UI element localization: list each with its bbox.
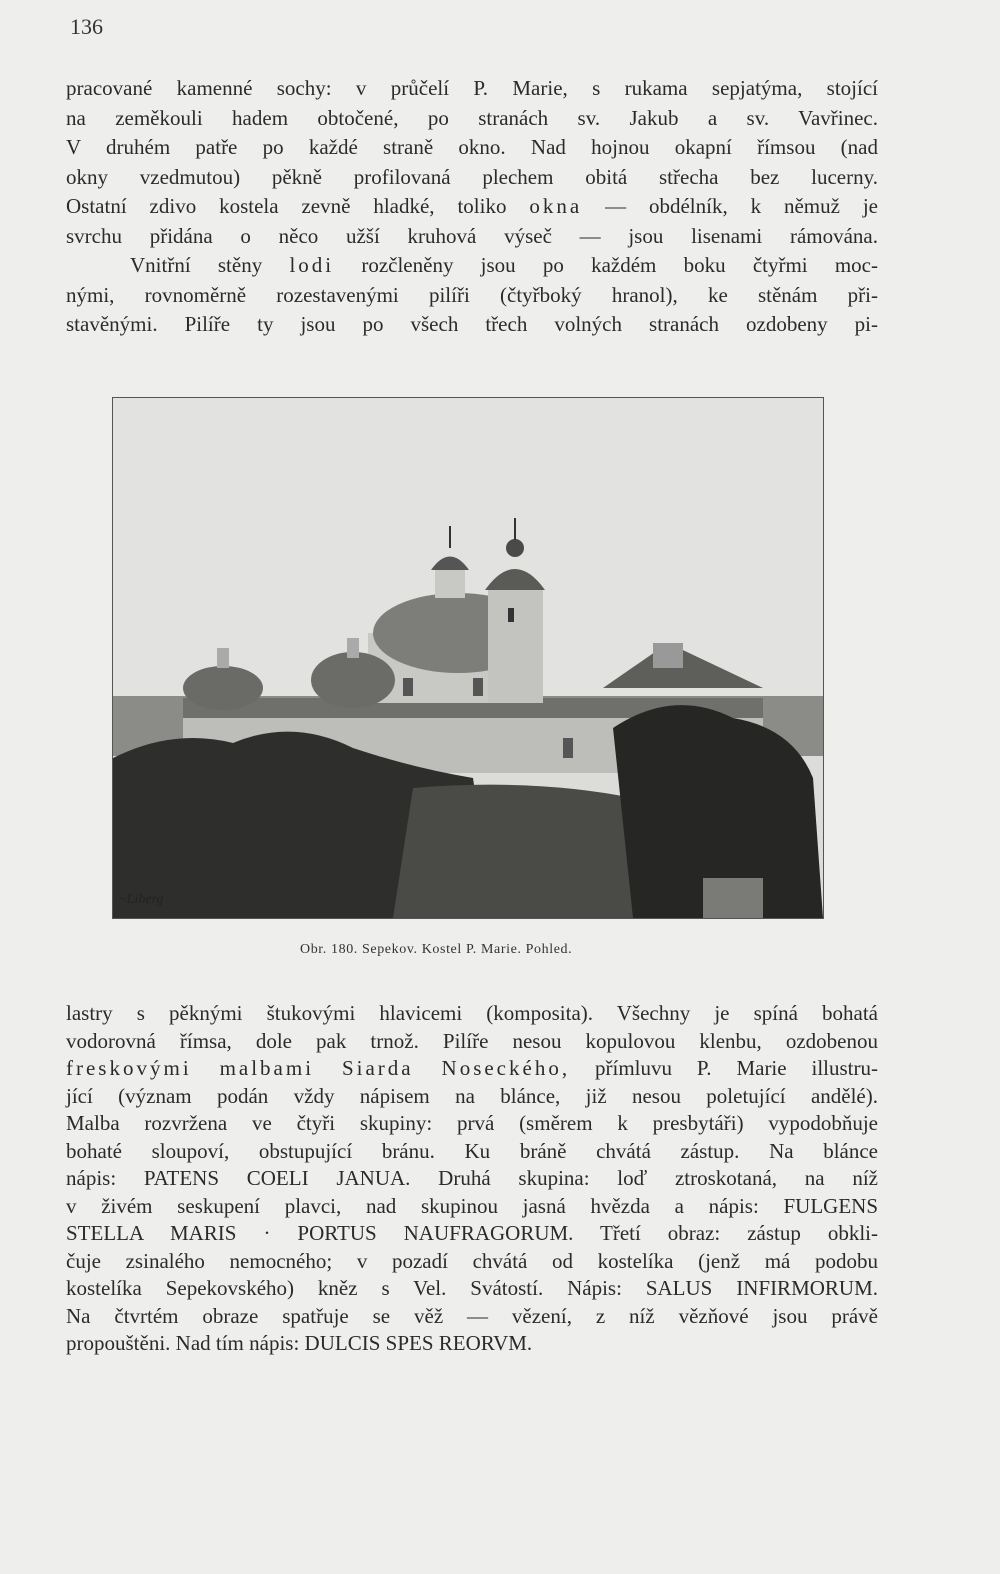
spaced-term: okna — [529, 194, 583, 218]
text-segment: rozčleněny jsou po každém boku čtyřmi moc- — [361, 253, 879, 277]
text-line: na zeměkouli hadem obtočené, po stranách sv. Jakub a sv. Vavřinec. — [66, 105, 878, 130]
text-line: Na čtvrtém obraze spatřuje se věž — vězení, z níž vězňové jsou právě — [66, 1303, 878, 1328]
text-line: pracované kamenné sochy: v průčelí P. Marie, s rukama sepjatýma, stojící — [66, 76, 878, 100]
text-line: propouštěni. Nad tím nápis: DULCIS SPES REORVM. — [66, 1331, 533, 1355]
spaced-term: lodi — [289, 253, 335, 277]
text-segment: přímluvu P. Marie illustru- — [595, 1056, 879, 1080]
text-segment: Ostatní zdivo kostela zevně hladké, toliko — [66, 194, 507, 218]
top-paragraph — [66, 74, 878, 340]
text-line: nápis: PATENS COELI JANUA. Druhá skupina: loď ztroskotaná, na níž — [66, 1166, 878, 1190]
text-line: okny vzedmutou) pěkně profilovaná plechem obitá střecha bez lucerny. — [66, 164, 878, 189]
text-line: stavěnými. Pilíře ty jsou po všech třech volných stranách ozdobeny pi- — [66, 312, 878, 336]
text-line: v živém seskupení plavci, nad skupinou jasná hvězda a nápis: FULGENS — [66, 1193, 878, 1218]
text-line — [66, 251, 878, 281]
church-photograph — [112, 397, 824, 919]
text-line — [66, 192, 878, 222]
church-illustration — [113, 398, 823, 918]
text-line: nými, rovnoměrně rozestavenými pilíři (čtyřboký hranol), ke stěnám při- — [66, 282, 878, 307]
text-line: vodorovná římsa, dole pak trnož. Pilíře nesou kopulovou klenbu, ozdobenou — [66, 1028, 878, 1053]
bottom-paragraph — [66, 1000, 878, 1358]
text-line: jící (význam podán vždy nápisem na blánce, již nesou poletující andělé). — [66, 1083, 878, 1108]
text-segment: Vnitřní stěny — [130, 253, 263, 277]
text-line: V druhém patře po každé straně okno. Nad hojnou okapní římsou (nad — [66, 135, 878, 159]
text-line: bohaté sloupoví, obstupující bránu. Ku bráně chvátá zástup. Na blánce — [66, 1138, 878, 1163]
artist-signature: ~Liberg — [119, 892, 164, 907]
text-line: lastry s pěknými štukovými hlavicemi (komposita). Všechny je spíná bohatá — [66, 1001, 878, 1025]
page-number: 136 — [70, 14, 103, 39]
text-line: STELLA MARIS · PORTUS NAUFRAGORUM. Třetí obraz: zástup obkli- — [66, 1221, 878, 1245]
text-segment: — obdélník, k němuž je — [605, 194, 878, 218]
text-line: čuje zsinalého nemocného; v pozadí chvátá od kostelíka (jenž má podobu — [66, 1248, 878, 1273]
text-line — [66, 1055, 878, 1083]
text-line: svrchu přidána o něco užší kruhová výseč — jsou lisenami rámována. — [66, 223, 878, 248]
figure-caption: Obr. 180. Sepekov. Kostel P. Marie. Pohled. — [300, 942, 573, 957]
text-line: kostelíka Sepekovského) kněz s Vel. Svátostí. Nápis: SALUS INFIRMORUM. — [66, 1276, 878, 1300]
text-line: Malba rozvržena ve čtyři skupiny: prvá (směrem k presbytáři) vypodobňuje — [66, 1111, 878, 1135]
spaced-term: freskovými malbami Siarda Noseckého, — [66, 1056, 571, 1080]
